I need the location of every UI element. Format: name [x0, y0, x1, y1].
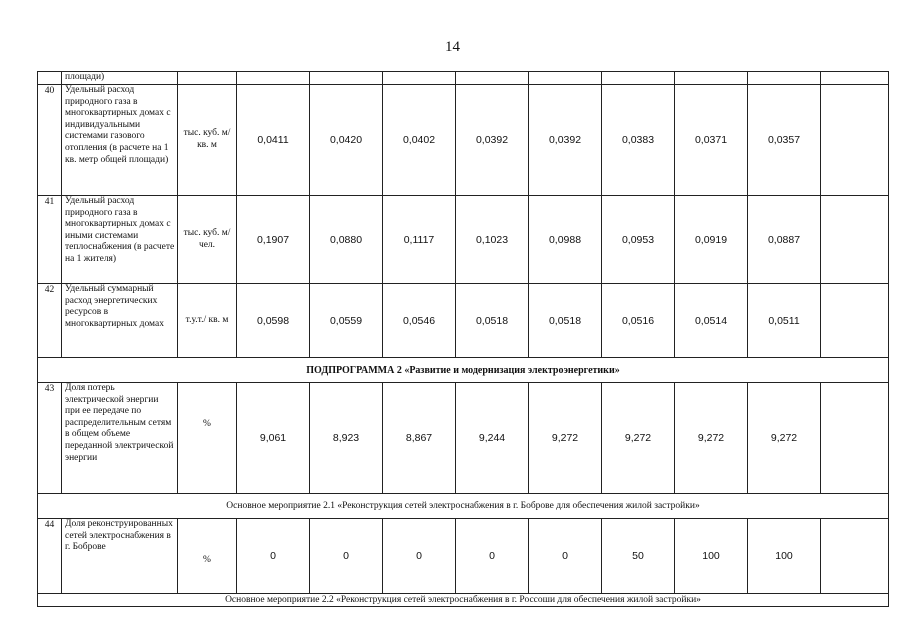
value-cell: 0,0518	[456, 284, 529, 358]
value-cell: 0,0953	[602, 196, 675, 284]
value-cell: 100	[748, 519, 821, 594]
table-row	[38, 72, 889, 85]
activity-heading: Основное мероприятие 2.2 «Реконструкция сетей электроснабжения в г. Россоши для обеспечения жилой застройки»	[38, 594, 889, 607]
table-row	[38, 196, 889, 284]
value-cell: 0,0392	[456, 85, 529, 196]
table-row	[38, 284, 889, 358]
row-number: 41	[38, 196, 62, 284]
value-cell: 0,0516	[602, 284, 675, 358]
value-cell: 0,0511	[748, 284, 821, 358]
value-cell: 0,0371	[675, 85, 748, 196]
value-cell: 9,272	[602, 383, 675, 494]
subprogram-row	[38, 358, 889, 383]
unit: %	[178, 383, 237, 494]
value-cell: 8,867	[383, 383, 456, 494]
value-cell: 9,272	[675, 383, 748, 494]
row-number: 43	[38, 383, 62, 494]
row-number: 42	[38, 284, 62, 358]
value-cell: 0,0392	[529, 85, 602, 196]
unit: %	[178, 519, 237, 594]
table-row	[38, 519, 889, 594]
activity-row	[38, 494, 889, 519]
indicator-name: Доля потерь электрической энергии при ее передаче по распределительным сетям в общем объеме переданной электрической энергии	[62, 383, 178, 494]
value-cell: 0,0559	[310, 284, 383, 358]
value-cell: 0	[456, 519, 529, 594]
subprogram-heading: ПОДПРОГРАММА 2 «Развитие и модернизация электроэнергетики»	[38, 358, 889, 383]
value-cell: 0	[310, 519, 383, 594]
value-cell: 0,0402	[383, 85, 456, 196]
unit: т.у.т./ кв. м	[178, 284, 237, 358]
indicator-name: Удельный расход природного газа в многоквартирных домах с иными системами теплоснабжения (в расчете на 1 жителя)	[62, 196, 178, 284]
value-cell: 9,272	[529, 383, 602, 494]
empty-cell	[821, 196, 889, 284]
value-cell: 9,061	[237, 383, 310, 494]
indicator-name: Удельный расход природного газа в многоквартирных домах с индивидуальными системами газового отопления (в расчете на 1 кв. метр общей площади)	[62, 85, 178, 196]
value-cell: 0,0887	[748, 196, 821, 284]
value-cell: 9,244	[456, 383, 529, 494]
value-cell: 0,0880	[310, 196, 383, 284]
unit: тыс. куб. м/ кв. м	[178, 85, 237, 196]
indicator-name: Удельный суммарный расход энергетических ресурсов в многоквартирных домах	[62, 284, 178, 358]
empty-cell	[821, 519, 889, 594]
indicators-table	[37, 71, 889, 607]
empty-cell	[821, 284, 889, 358]
value-cell: 50	[602, 519, 675, 594]
value-cell: 0	[383, 519, 456, 594]
indicator-name: Доля реконструированных сетей электроснабжения в г. Боброве	[62, 519, 178, 594]
page-number: 14	[445, 39, 460, 55]
value-cell: 9,272	[748, 383, 821, 494]
value-cell: 0,1907	[237, 196, 310, 284]
value-cell: 0,1117	[383, 196, 456, 284]
value-cell: 8,923	[310, 383, 383, 494]
continuation-text: площади)	[62, 72, 178, 85]
activity-heading: Основное мероприятие 2.1 «Реконструкция сетей электроснабжения в г. Боброве для обеспечения жилой застройки»	[38, 494, 889, 519]
value-cell: 0,0383	[602, 85, 675, 196]
value-cell: 0	[529, 519, 602, 594]
empty-cell	[821, 383, 889, 494]
table-row	[38, 383, 889, 494]
value-cell: 0,0420	[310, 85, 383, 196]
value-cell: 100	[675, 519, 748, 594]
empty-cell	[821, 85, 889, 196]
value-cell: 0,0518	[529, 284, 602, 358]
activity-row	[38, 594, 889, 607]
value-cell: 0	[237, 519, 310, 594]
value-cell: 0,1023	[456, 196, 529, 284]
value-cell: 0,0411	[237, 85, 310, 196]
unit: тыс. куб. м/ чел.	[178, 196, 237, 284]
value-cell: 0,0919	[675, 196, 748, 284]
table-row	[38, 85, 889, 196]
row-number: 44	[38, 519, 62, 594]
value-cell: 0,0357	[748, 85, 821, 196]
value-cell: 0,0598	[237, 284, 310, 358]
value-cell: 0,0546	[383, 284, 456, 358]
value-cell: 0,0988	[529, 196, 602, 284]
row-number: 40	[38, 85, 62, 196]
value-cell: 0,0514	[675, 284, 748, 358]
